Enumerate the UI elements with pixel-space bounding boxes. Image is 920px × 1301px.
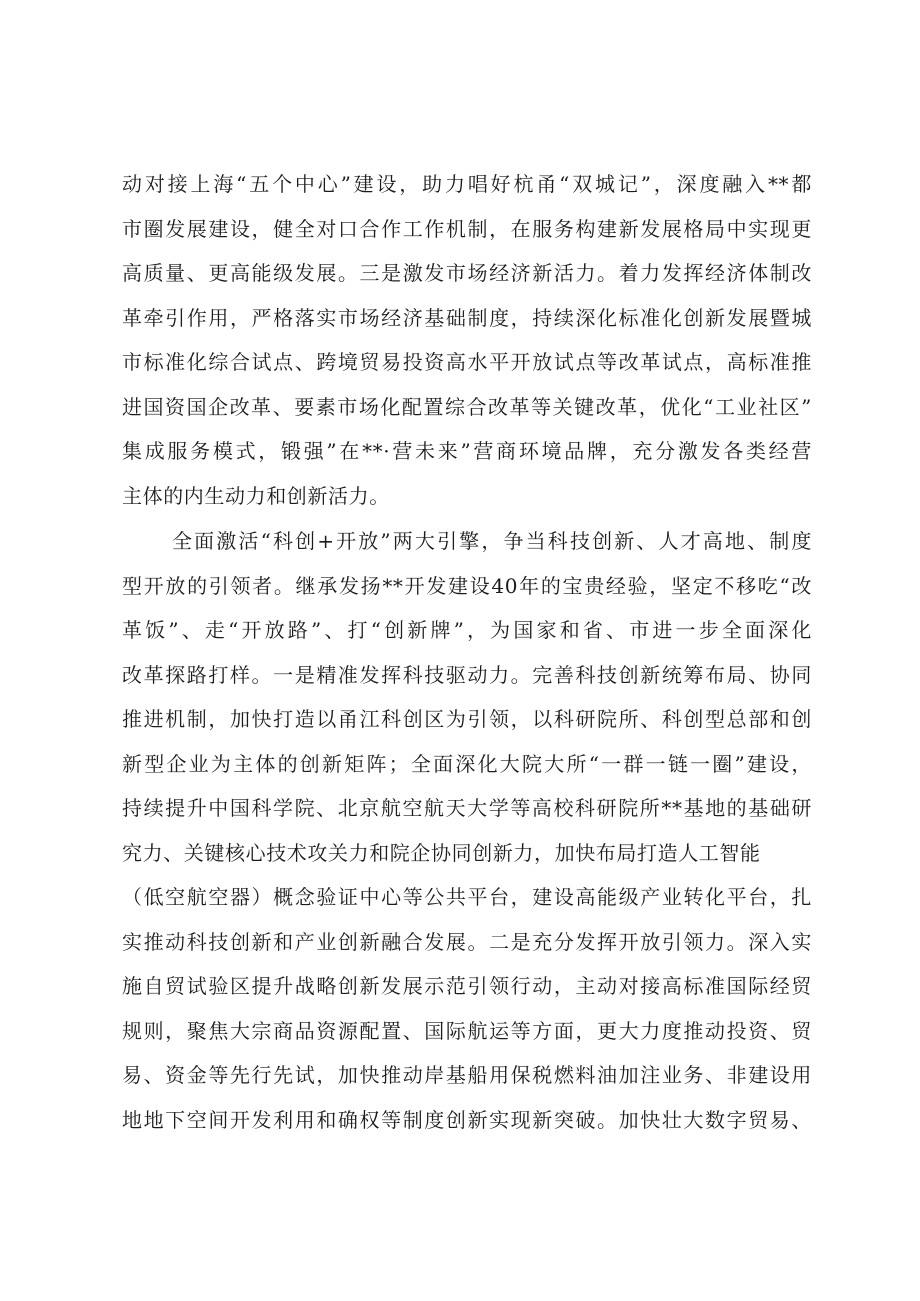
paragraph-line: 全面激活“科创+开放”两大引擎，争当科技创新、人才高地、制度	[172, 529, 812, 553]
paragraph-line: 地地下空间开发利用和确权等制度创新实现新突破。加快壮大数字贸易、	[122, 1107, 812, 1132]
paragraph-line: （低空航空器）概念验证中心等公共平台，建设高能级产业转化平台，扎	[122, 885, 812, 909]
paragraph-line: 革牵引作用，严格落实市场经济基础制度，持续深化标准化创新发展暨城	[122, 305, 812, 330]
paragraph-line: 市圈发展建设，健全对口合作工作机制，在服务构建新发展格局中实现更	[122, 216, 812, 241]
paragraph-line: 集成服务模式，锻强”在**·营未来”营商环境品牌，充分激发各类经营	[122, 439, 812, 463]
paragraph-line: 动对接上海“五个中心”建设，助力唱好杭甬“双城记”，深度融入**都	[122, 172, 812, 196]
paragraph-line: 市标准化综合试点、跨境贸易投资高水平开放试点等改革试点，高标准推	[122, 350, 812, 374]
paragraph-line: 改革探路打样。一是精准发挥科技驱动力。完善科技创新统筹布局、协同	[122, 662, 812, 687]
paragraph-line: 型开放的引领者。继承发扬**开发建设40年的宝贵经验，坚定不移吃“改	[122, 573, 812, 598]
paragraph-2	[122, 519, 812, 1142]
paragraph-line: 新型企业为主体的创新矩阵；全面深化大院大所“一群一链一圈”建设，	[122, 751, 812, 776]
paragraph-line: 推进机制，加快打造以甬江科创区为引领，以科研院所、科创型总部和创	[122, 707, 812, 731]
paragraph-line: 究力、关键核心技术攻关力和院企协同创新力，加快布局打造人工智能	[122, 840, 761, 865]
paragraph-line: 规则，聚焦大宗商品资源配置、国际航运等方面，更大力度推动投资、贸	[122, 1018, 812, 1043]
paragraph-line: 高质量、更高能级发展。三是激发市场经济新活力。着力发挥经济体制改	[122, 261, 812, 285]
paragraph-line: 施自贸试验区提升战略创新发展示范引领行动，主动对接高标准国际经贸	[122, 974, 812, 998]
paragraph-line: 持续提升中国科学院、北京航空航天大学等高校科研院所**基地的基础研	[122, 796, 812, 820]
paragraph-line: 实推动科技创新和产业创新融合发展。二是充分发挥开放引领力。深入实	[122, 929, 812, 954]
paragraph-line: 进国资国企改革、要素市场化配置综合改革等关键改革，优化“工业社区”	[122, 394, 812, 419]
paragraph-line: 主体的内生动力和创新活力。	[122, 483, 390, 508]
paragraph-line: 革饭”、走“开放路”、打“创新牌”，为国家和省、市进一步全面深化	[122, 618, 812, 642]
paragraph-1	[122, 162, 812, 518]
paragraph-line: 易、资金等先行先试，加快推动岸基船用保税燃料油加注业务、非建设用	[122, 1063, 812, 1087]
